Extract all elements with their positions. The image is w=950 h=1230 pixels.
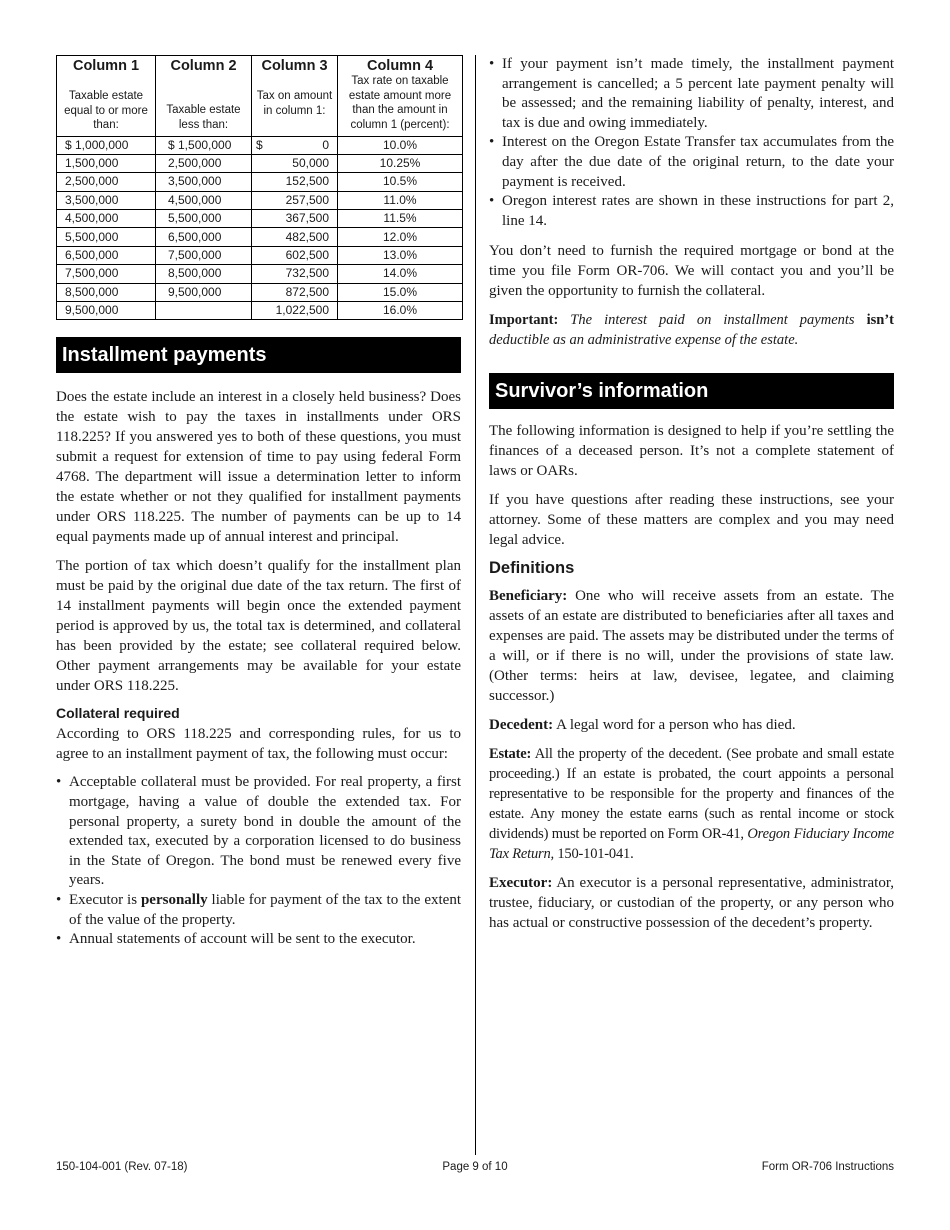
table-cell: 2,500,000 [57,173,156,191]
definition-estate: Estate: All the property of the decedent. (See probate and small estate proceeding.) If an estate is probated, the court appoints a personal representative to be responsible for the property and finances of the estate. Any money the estate earns (such as rental income or stock dividends) must be reported on Form OR-41, Oregon Fiduciary Income Tax Return, 150-101-041. [489,746,895,863]
survivor-paragraph-1: The following information is designed to help if you’re settling the finances of a deceased person. It’s not a complete statement of laws or OARs. [489,423,894,480]
table-cell: $ 1,000,000 [57,136,156,154]
table-row [57,302,463,320]
table-cell: 367,500 [252,210,338,228]
collateral-list [56,773,461,949]
dollar-sign: $ [256,137,263,152]
table-cell: 12.0% [338,228,463,246]
survivor-paragraph-2: If you have questions after reading these instructions, see your attorney. Some of these matters are complex and you may need legal advice. [489,492,894,549]
collateral-paragraph: According to ORS 118.225 and corresponding rules, for us to agree to an installment payment of tax, the following must occur: [56,726,461,763]
table-row [57,136,463,154]
page-footer [56,1161,894,1177]
table-cell: 9,500,000 [57,302,156,320]
table-cell: 732,500 [252,265,338,283]
table-cell: 10.5% [338,173,463,191]
table-cell: 50,000 [252,154,338,172]
list-item: • Executor is personally liable for payment of the tax to the extent of the value of the property. [56,891,461,930]
table-cell: 7,500,000 [156,246,252,264]
table-cell: 152,500 [252,173,338,191]
table-header-row [57,56,463,137]
collateral-required-heading: Collateral required [56,705,180,722]
table-cell: 257,500 [252,191,338,209]
table-cell: 6,500,000 [57,246,156,264]
table-cell: 872,500 [252,283,338,301]
column-1-header: Column 1 Taxable estate equal to or more than: [57,56,156,137]
definition-executor: Executor: An executor is a personal representative, administrator, trustee, fiduciary, or custodian of the property, or any person who has actual or constructive possession of the decedent’s property. [489,875,894,932]
table-cell: 16.0% [338,302,463,320]
installment-paragraph-2: The portion of tax which doesn’t qualify for the installment plan must be paid by the original due date of the tax return. The first of 14 installment payments will begin once the extended payment period is approved by us, the total tax is determined, and collateral has been provided by the estate; see collateral required below. Other payment arrangements may be available for your estate under ORS 118.225. [56,558,461,695]
table-cell [156,302,252,320]
table-cell: 10.0% [338,136,463,154]
table-cell: 8,500,000 [156,265,252,283]
installment-paragraph-1: Does the estate include an interest in a closely held business? Does the estate wish to pay the taxes in installments under ORS 118.225? If you answered yes to both of these questions, you must submit a request for extension of time to pay using federal Form 4768. The department will issue a determination letter to inform the estate whether or not they qualified for installment payments under ORS 118.225. The number of payments can be up to 14 equal payments made up of annual interest and principal. [56,389,461,546]
important-note: Important: The interest paid on installment payments isn’t deductible as an administrative expense of the estate. [489,312,894,349]
table-cell: 6,500,000 [156,228,252,246]
list-item: • Oregon interest rates are shown in these instructions for part 2, line 14. [489,192,894,231]
survivors-information-heading: Survivor’s information [489,373,894,409]
list-item: • If your payment isn’t made timely, the installment payment arrangement is cancelled; a 5 percent late payment penalty will be assessed; and the remaining liability of penalty, interest, and tax is due and owing immediately. [489,55,894,133]
table-cell: 482,500 [252,228,338,246]
table-row [57,265,463,283]
column-3-header: Column 3 Tax on amount in column 1: [252,56,338,137]
table-cell: 4,500,000 [156,191,252,209]
column-2-header: Column 2 Taxable estate less than: [156,56,252,137]
definitions-heading: Definitions [489,559,575,578]
form-number: 150-104-001 (Rev. 07-18) [56,1161,188,1173]
column-4-header: Column 4 Tax rate on taxable estate amount more than the amount in column 1 (percent): [338,56,463,137]
table-row [57,283,463,301]
list-item: • Annual statements of account will be sent to the executor. [56,930,461,950]
table-cell: 9,500,000 [156,283,252,301]
form-title: Form OR-706 Instructions [761,1161,894,1173]
payment-terms-list [489,55,894,231]
column-divider [475,55,476,1155]
table-body [57,136,463,320]
table-cell: 13.0% [338,246,463,264]
left-column [56,55,461,959]
table-cell: 8,500,000 [57,283,156,301]
table-cell: 14.0% [338,265,463,283]
table-row [57,228,463,246]
table-cell: 602,500 [252,246,338,264]
collateral-furnish-paragraph: You don’t need to furnish the required mortgage or bond at the time you file Form OR-706. We will contact you and you’ll be given the opportunity to furnish the collateral. [489,243,894,300]
table-cell: 3,500,000 [156,173,252,191]
right-column [489,55,894,942]
table-row [57,191,463,209]
table-cell: 5,500,000 [57,228,156,246]
table-cell: 2,500,000 [156,154,252,172]
table-cell: 1,500,000 [57,154,156,172]
table-cell: $ 0 [252,136,338,154]
table-cell: 10.25% [338,154,463,172]
list-item: • Interest on the Oregon Estate Transfer tax accumulates from the day after the due date of the original return, to the date your payment is received. [489,133,894,192]
page-number: Page 9 of 10 [442,1161,508,1173]
table-cell: 15.0% [338,283,463,301]
table-row [57,246,463,264]
table-cell: 4,500,000 [57,210,156,228]
table-cell: 11.5% [338,210,463,228]
table-cell: $ 1,500,000 [156,136,252,154]
table-cell: 7,500,000 [57,265,156,283]
table-cell: 5,500,000 [156,210,252,228]
table-row [57,210,463,228]
tax-rate-table [56,55,463,320]
table-cell: 1,022,500 [252,302,338,320]
table-cell: 11.0% [338,191,463,209]
definition-beneficiary: Beneficiary: One who will receive assets from an estate. The assets of an estate are distributed to beneficiaries after all taxes and expenses are paid. The assets may be distributed under the terms of a will, or if there is no will, under the provisions of state law. (Other terms: heirs at law, devisee, legatee, and claiming successor.) [489,588,894,705]
table-cell: 3,500,000 [57,191,156,209]
definition-decedent: Decedent: A legal word for a person who has died. [489,717,796,734]
list-item: • Acceptable collateral must be provided. For real property, a first mortgage, having a value of double the extended tax. For personal property, a surety bond in double the amount of the extended tax, executed by a corporation licensed to do business in the State of Oregon. The bond must be renewed every five years. [56,773,461,891]
table-row [57,173,463,191]
installment-payments-heading: Installment payments [56,337,461,373]
table-row [57,154,463,172]
